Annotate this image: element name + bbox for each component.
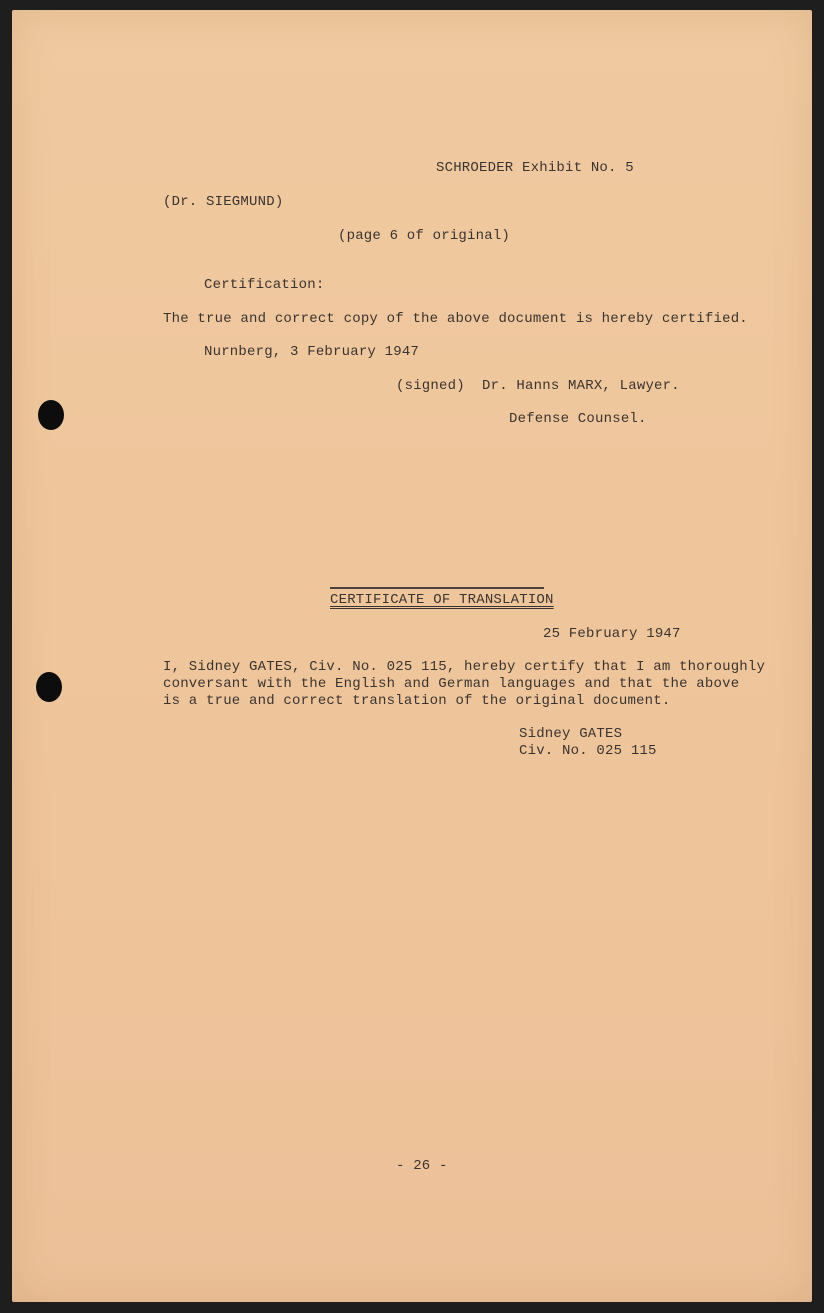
translation-line-3: is a true and correct translation of the original document. <box>163 693 671 709</box>
punch-hole-lower <box>36 672 62 702</box>
exhibit-label: SCHROEDER Exhibit No. 5 <box>436 160 634 176</box>
certification-place-date: Nurnberg, 3 February 1947 <box>204 344 420 360</box>
translation-heading: CERTIFICATE OF TRANSLATION <box>330 592 554 608</box>
translation-line-1: I, Sidney GATES, Civ. No. 025 115, hereby certify that I am thoroughly <box>163 659 766 675</box>
certification-role: Defense Counsel. <box>509 411 647 427</box>
author-label: (Dr. SIEGMUND) <box>163 194 284 210</box>
certification-signature: (signed) Dr. Hanns MARX, Lawyer. <box>396 378 680 394</box>
page-number: - 26 - <box>396 1158 448 1174</box>
translation-date: 25 February 1947 <box>543 626 681 642</box>
heading-overline <box>330 587 544 589</box>
certification-statement: The true and correct copy of the above document is hereby certified. <box>163 311 748 327</box>
punch-hole-upper <box>38 400 64 430</box>
paper-sheet <box>12 10 812 1302</box>
certification-heading: Certification: <box>204 277 325 293</box>
translator-name: Sidney GATES <box>519 726 623 742</box>
translation-line-2: conversant with the English and German languages and that the above <box>163 676 740 692</box>
translator-id: Civ. No. 025 115 <box>519 743 657 759</box>
page-reference: (page 6 of original) <box>338 228 511 244</box>
